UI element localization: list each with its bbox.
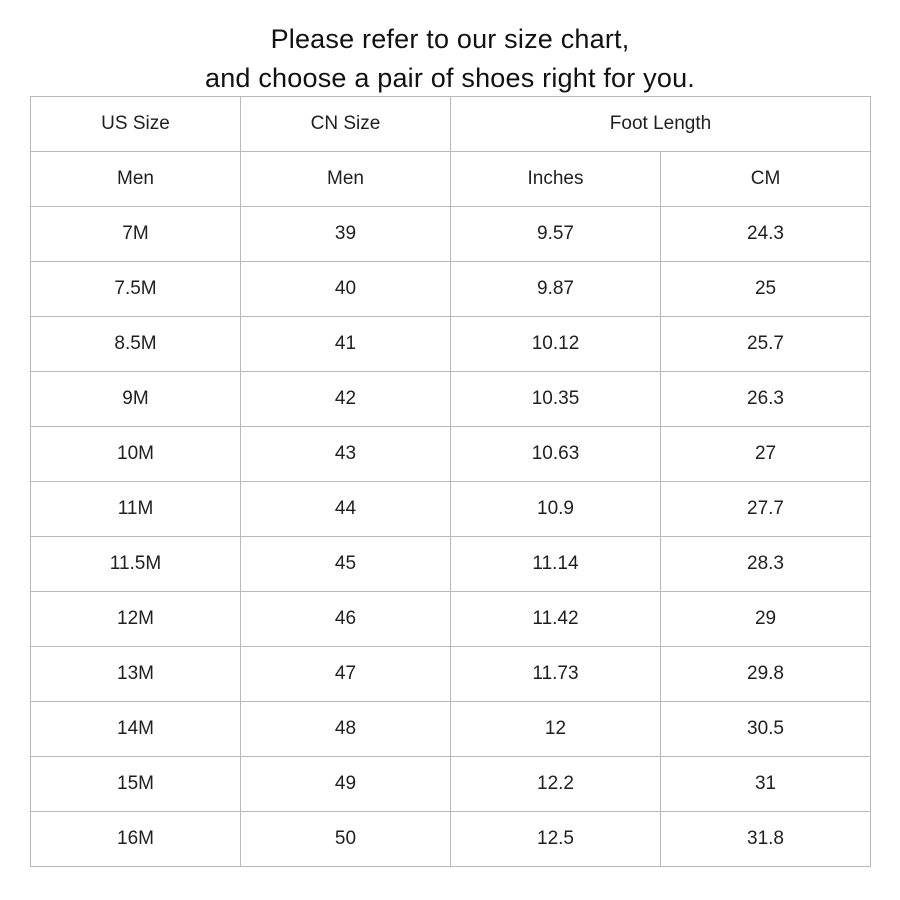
cm-cell: 30.5 — [661, 702, 871, 757]
inches-cell: 10.12 — [451, 317, 661, 372]
inches-cell: 12 — [451, 702, 661, 757]
cn-size-cell: 46 — [241, 592, 451, 647]
inches-cell: 11.73 — [451, 647, 661, 702]
us-size-cell: 10M — [31, 427, 241, 482]
table-row — [31, 537, 871, 592]
table-row — [31, 702, 871, 757]
inches-cell: 11.14 — [451, 537, 661, 592]
header-foot-length: Foot Length — [451, 97, 871, 152]
header-us-size: US Size — [31, 97, 241, 152]
cn-size-cell: 41 — [241, 317, 451, 372]
table-row — [31, 372, 871, 427]
cn-size-cell: 40 — [241, 262, 451, 317]
size-chart-table — [30, 96, 871, 867]
table-row — [31, 317, 871, 372]
subheader-us-men: Men — [31, 152, 241, 207]
us-size-cell: 11M — [31, 482, 241, 537]
inches-cell: 12.2 — [451, 757, 661, 812]
table-row — [31, 207, 871, 262]
table-row — [31, 482, 871, 537]
inches-cell: 10.9 — [451, 482, 661, 537]
us-size-cell: 12M — [31, 592, 241, 647]
cn-size-cell: 50 — [241, 812, 451, 867]
table-row — [31, 427, 871, 482]
inches-cell: 9.57 — [451, 207, 661, 262]
cm-cell: 28.3 — [661, 537, 871, 592]
cm-cell: 31.8 — [661, 812, 871, 867]
inches-cell: 10.35 — [451, 372, 661, 427]
us-size-cell: 7M — [31, 207, 241, 262]
us-size-cell: 7.5M — [31, 262, 241, 317]
us-size-cell: 13M — [31, 647, 241, 702]
cm-cell: 27.7 — [661, 482, 871, 537]
subheader-cm: CM — [661, 152, 871, 207]
cn-size-cell: 39 — [241, 207, 451, 262]
cm-cell: 31 — [661, 757, 871, 812]
table-row — [31, 647, 871, 702]
page-title-line-2: and choose a pair of shoes right for you. — [205, 63, 695, 93]
header-cn-size: CN Size — [241, 97, 451, 152]
inches-cell: 12.5 — [451, 812, 661, 867]
table-row — [31, 757, 871, 812]
us-size-cell: 15M — [31, 757, 241, 812]
inches-cell: 11.42 — [451, 592, 661, 647]
cn-size-cell: 47 — [241, 647, 451, 702]
page-title-line-1: Please refer to our size chart, — [270, 24, 630, 54]
cm-cell: 26.3 — [661, 372, 871, 427]
cm-cell: 25.7 — [661, 317, 871, 372]
subheader-row — [31, 152, 871, 207]
cm-cell: 25 — [661, 262, 871, 317]
subheader-inches: Inches — [451, 152, 661, 207]
table-row — [31, 812, 871, 867]
cm-cell: 29.8 — [661, 647, 871, 702]
inches-cell: 10.63 — [451, 427, 661, 482]
cm-cell: 27 — [661, 427, 871, 482]
table-row — [31, 262, 871, 317]
subheader-cn-men: Men — [241, 152, 451, 207]
cn-size-cell: 44 — [241, 482, 451, 537]
inches-cell: 9.87 — [451, 262, 661, 317]
us-size-cell: 14M — [31, 702, 241, 757]
header-row — [31, 97, 871, 152]
us-size-cell: 11.5M — [31, 537, 241, 592]
cm-cell: 24.3 — [661, 207, 871, 262]
cn-size-cell: 42 — [241, 372, 451, 427]
us-size-cell: 8.5M — [31, 317, 241, 372]
cn-size-cell: 48 — [241, 702, 451, 757]
cn-size-cell: 43 — [241, 427, 451, 482]
us-size-cell: 9M — [31, 372, 241, 427]
cm-cell: 29 — [661, 592, 871, 647]
table-row — [31, 592, 871, 647]
cn-size-cell: 45 — [241, 537, 451, 592]
us-size-cell: 16M — [31, 812, 241, 867]
cn-size-cell: 49 — [241, 757, 451, 812]
